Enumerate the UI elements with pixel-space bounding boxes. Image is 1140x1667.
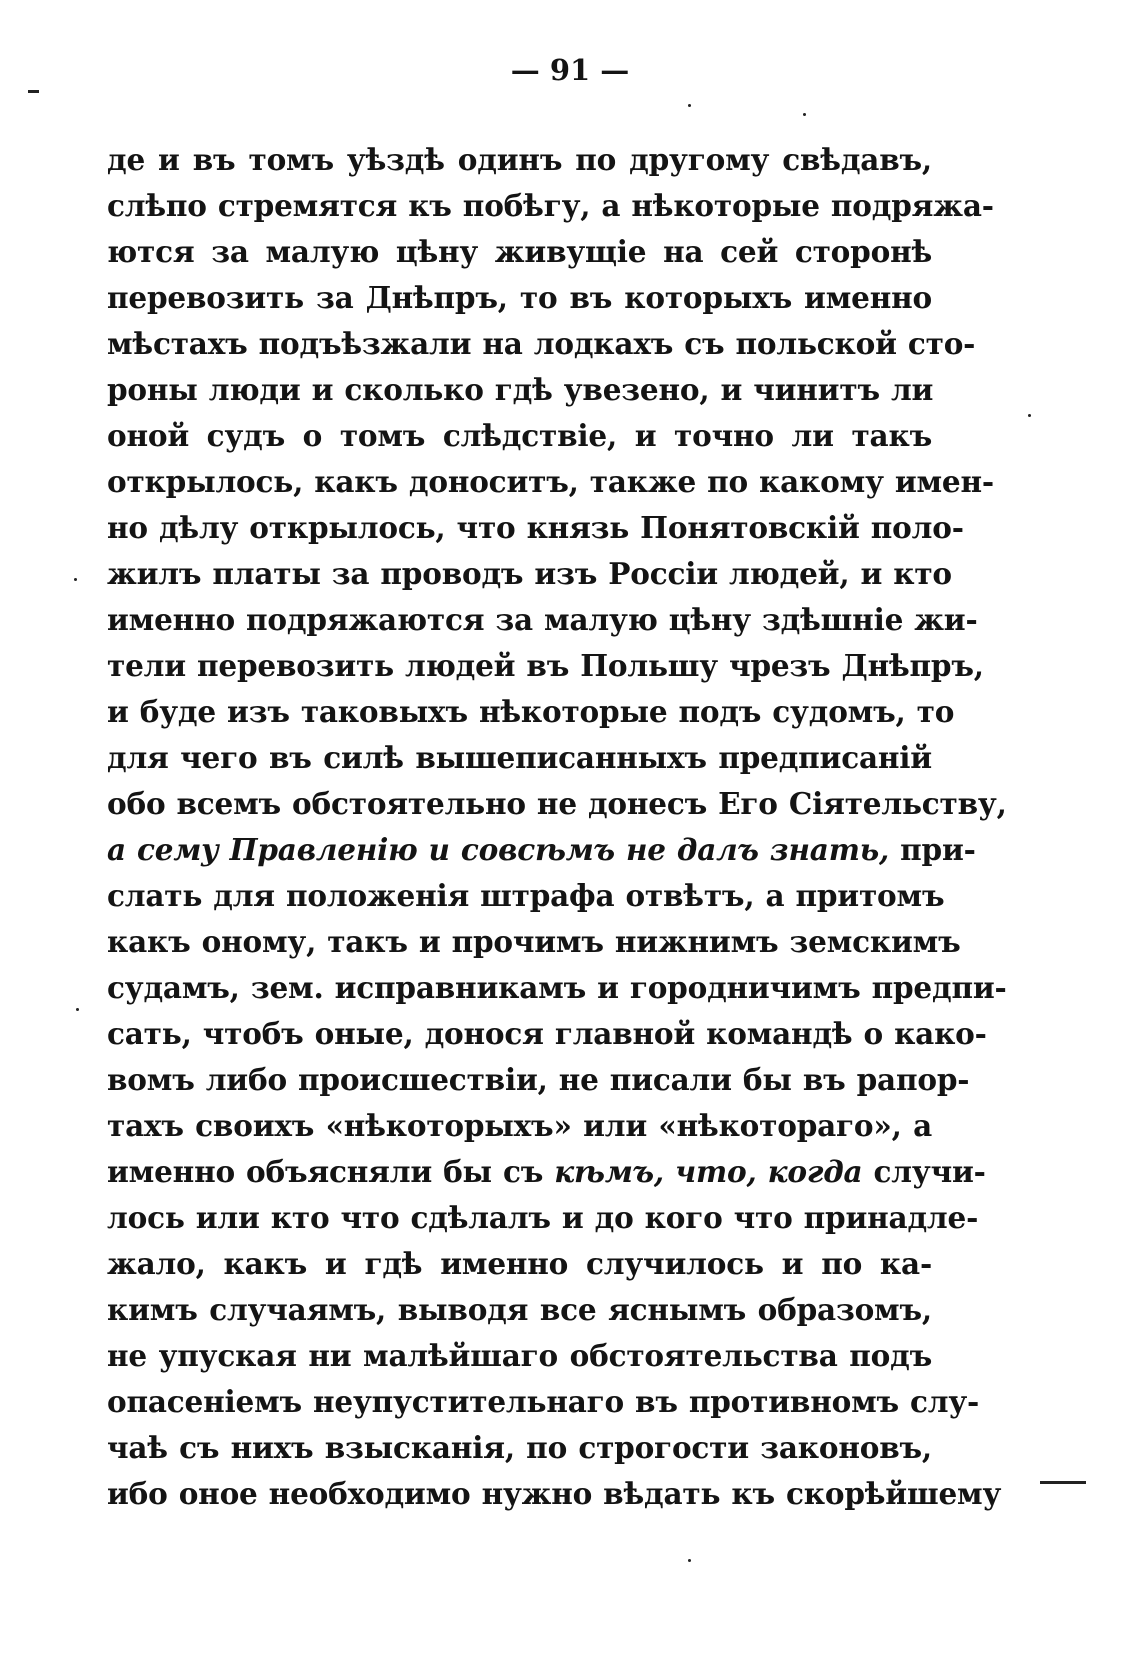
text-line: жилъ платы за проводъ изъ Россіи людей, и кто — [107, 556, 952, 591]
text-line: мѣстахъ подъѣзжали на лодкахъ съ польской сто- — [107, 326, 976, 361]
text-line: сать, чтобъ оные, донося главной командѣ о како- — [107, 1016, 987, 1051]
text-line — [107, 1149, 986, 1195]
text-line: и буде изъ таковыхъ нѣкоторые подъ судомъ, то — [107, 694, 955, 729]
text-line: жало, какъ и гдѣ именно случилось и по ка- — [107, 1246, 932, 1281]
body-text — [107, 137, 1007, 1517]
text-line: тахъ своихъ «нѣкоторыхъ» или «нѣкотораго», а — [107, 1108, 932, 1143]
text-line: опасеніемъ неупустительнаго въ противномъ слу- — [107, 1384, 980, 1419]
text-line: какъ оному, такъ и прочимъ нижнимъ земскимъ — [107, 924, 961, 959]
text-line: перевозить за Днѣпръ, то въ которыхъ именно — [107, 280, 932, 315]
text-line: слѣпо стремятся къ побѣгу, а нѣкоторые подряжа- — [107, 188, 994, 223]
text-line: ются за малую цѣну живущіе на сей сторонѣ — [107, 234, 932, 269]
text-line: оной судъ о томъ слѣдствіе, и точно ли такъ — [107, 418, 932, 453]
speck — [803, 113, 806, 116]
text-fragment: случи- — [873, 1154, 986, 1189]
text-line: де и въ томъ уѣздѣ одинъ по другому свѣдавъ, — [107, 142, 932, 177]
text-line: для чего въ силѣ вышеписанныхъ предписаній — [107, 740, 932, 775]
text-line — [107, 827, 976, 873]
italic-word: что, — [675, 1154, 757, 1189]
text-line: не упуская ни малѣйшаго обстоятельства подъ — [107, 1338, 932, 1373]
text-line: обо всемъ обстоятельно не донесъ Его Сіятельству, — [107, 786, 1007, 821]
text-line: именно подряжаются за малую цѣну здѣшніе жи- — [107, 602, 978, 637]
text-line: роны люди и сколько гдѣ увезено, и чинитъ ли — [107, 372, 934, 407]
page-number: — 91 — — [510, 53, 630, 87]
text-fragment: именно объясняли бы съ — [107, 1154, 544, 1189]
text-line: кимъ случаямъ, выводя все яснымъ образомъ, — [107, 1292, 932, 1327]
text-fragment: при- — [900, 832, 976, 867]
italic-word: когда — [767, 1154, 863, 1189]
text-line: судамъ, зем. исправникамъ и городничимъ предпи- — [107, 970, 1007, 1005]
text-line: чаѣ съ нихъ взысканія, по строгости законовъ, — [107, 1430, 932, 1465]
speck — [688, 1559, 691, 1562]
margin-mark-right — [1040, 1481, 1086, 1484]
speck — [76, 1008, 79, 1011]
margin-mark-left — [28, 90, 39, 93]
text-line: слать для положенія штрафа отвѣтъ, а притомъ — [107, 878, 945, 913]
speck — [74, 578, 77, 581]
speck — [1028, 414, 1031, 417]
text-line: ибо оное необходимо нужно вѣдать къ скорѣйшему — [107, 1476, 1002, 1511]
text-line: тели перевозить людей въ Польшу чрезъ Днѣпръ, — [107, 648, 984, 683]
italic-phrase: а сему Правленію и совсѣмъ не далъ знать, — [107, 832, 890, 867]
text-line: но дѣлу открылось, что князь Понятовскій поло- — [107, 510, 964, 545]
text-line: открылось, какъ доноситъ, также по какому имен- — [107, 464, 994, 499]
italic-word: кѣмъ, — [554, 1154, 664, 1189]
speck — [688, 104, 691, 107]
text-line: вомъ либо происшествіи, не писали бы въ рапор- — [107, 1062, 970, 1097]
text-line: лось или кто что сдѣлалъ и до кого что принадле- — [107, 1200, 979, 1235]
